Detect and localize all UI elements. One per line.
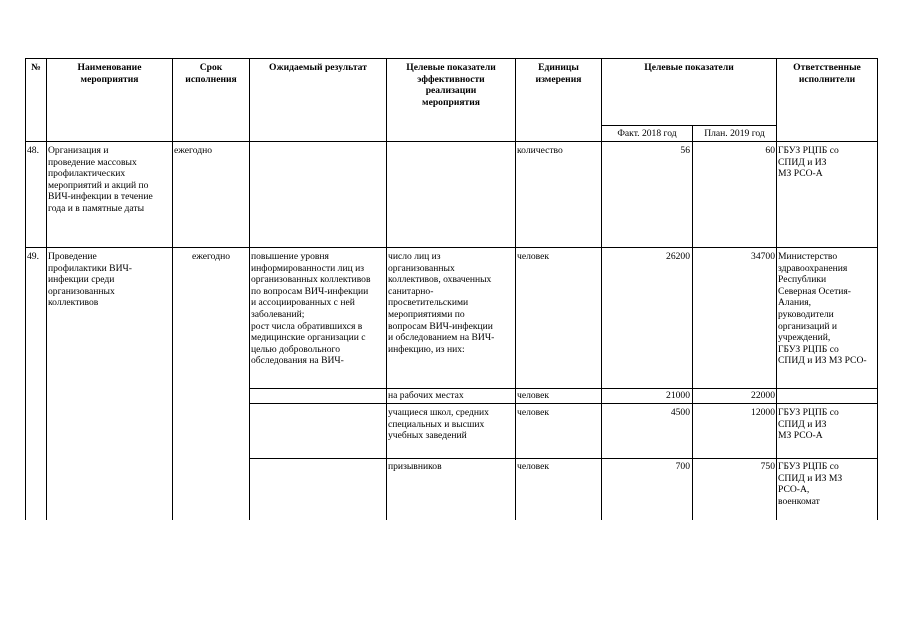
- table-header-bottom: [25, 141, 878, 142]
- subrow-1-fact: 21000: [666, 390, 690, 401]
- row-49-sub-3-top: [249, 458, 878, 459]
- subrow-3-indicator: призывников: [388, 461, 442, 472]
- subrow-3-fact: 700: [675, 461, 690, 472]
- subrow-2-plan: 12000: [751, 407, 775, 418]
- row-48-name: Организация и проведение массовых профилактических мероприятий и акций по ВИЧ-инфекции в течение года и в памятные даты: [48, 145, 153, 214]
- col-responsible-left: [776, 58, 777, 520]
- subrow-2-responsible: ГБУЗ РЦПБ со СПИД и ИЗ МЗ РСО-А: [778, 407, 839, 442]
- col-unit-left: [515, 58, 516, 520]
- header-name: Наименование мероприятия: [77, 62, 142, 85]
- row-48-unit: количество: [517, 145, 563, 156]
- row-49-name: Проведение профилактики ВИЧ- инфекции среди организованных коллективов: [48, 251, 132, 309]
- col-result-left: [249, 58, 250, 520]
- header-units: Единицы измерения: [535, 62, 582, 85]
- row-49-sub-1-top: [249, 388, 878, 389]
- subrow-3-plan: 750: [760, 461, 775, 472]
- row-49-deadline: ежегодно: [191, 251, 231, 262]
- header-plan: План. 2019 год: [704, 128, 765, 139]
- table-border-left: [25, 58, 26, 520]
- subrow-1-plan: 22000: [751, 390, 775, 401]
- table-border-right: [877, 58, 878, 520]
- row-49-result: повышение уровня информированности лиц из организованных коллективов по вопросам ВИЧ-инфекции и ассоциированных с ней заболеваний; рост числа обратившихся в медицинские организации с целью добровольного обследования на ВИЧ-: [251, 251, 371, 367]
- header-result: Ожидаемый результат: [269, 62, 367, 73]
- table-subheader-line: [601, 125, 776, 126]
- subrow-1-indicator: на рабочих местах: [388, 390, 464, 401]
- header-responsible: Ответственные исполнители: [793, 62, 861, 85]
- col-name-left: [46, 58, 47, 520]
- row-48-deadline: ежегодно: [174, 145, 213, 156]
- row-49-sub-2-top: [249, 403, 878, 404]
- subrow-2-indicator: учащиеся школ, средних специальных и высших учебных заведений: [388, 407, 489, 442]
- subrow-3-unit: человек: [517, 461, 550, 472]
- row-49-responsible: Министерство здравоохранения Республики Северная Осетия- Алания, руководители организаций и учреждений, ГБУЗ РЦПБ со СПИД и ИЗ МЗ РСО-: [778, 251, 867, 367]
- subrow-1-unit: человек: [517, 390, 550, 401]
- row-49-unit: человек: [517, 251, 550, 262]
- row-49-num: 49.: [27, 251, 39, 262]
- table-border-top: [25, 58, 878, 59]
- header-fact: Факт. 2018 год: [617, 128, 677, 139]
- header-num: №: [31, 62, 41, 73]
- row-49-plan: 34700: [751, 251, 775, 262]
- row-48-responsible: ГБУЗ РЦПБ со СПИД и ИЗ МЗ РСО-А: [778, 145, 839, 180]
- row-49-indicator: число лиц из организованных коллективов, охваченных санитарно- просветительскими мероприятиями по вопросам ВИЧ-инфекции и обследованием на ВИЧ- инфекцию, из них:: [388, 251, 495, 355]
- subrow-2-fact: 4500: [670, 407, 690, 418]
- header-deadline: Срок исполнения: [185, 62, 237, 85]
- row-48-num: 48.: [27, 145, 39, 156]
- row-48-bottom: [25, 247, 878, 248]
- subrow-2-unit: человек: [517, 407, 550, 418]
- col-deadline-left: [172, 58, 173, 520]
- header-indicators: Целевые показатели эффективности реализации мероприятия: [406, 62, 496, 108]
- subrow-3-responsible: ГБУЗ РЦПБ со СПИД и ИЗ МЗ РСО-А, военкомат: [778, 461, 843, 507]
- row-49-fact: 26200: [666, 251, 690, 262]
- col-indicator-left: [386, 58, 387, 520]
- header-targets: Целевые показатели: [644, 62, 734, 73]
- row-48-fact: 56: [680, 145, 690, 156]
- row-48-plan: 60: [765, 145, 775, 156]
